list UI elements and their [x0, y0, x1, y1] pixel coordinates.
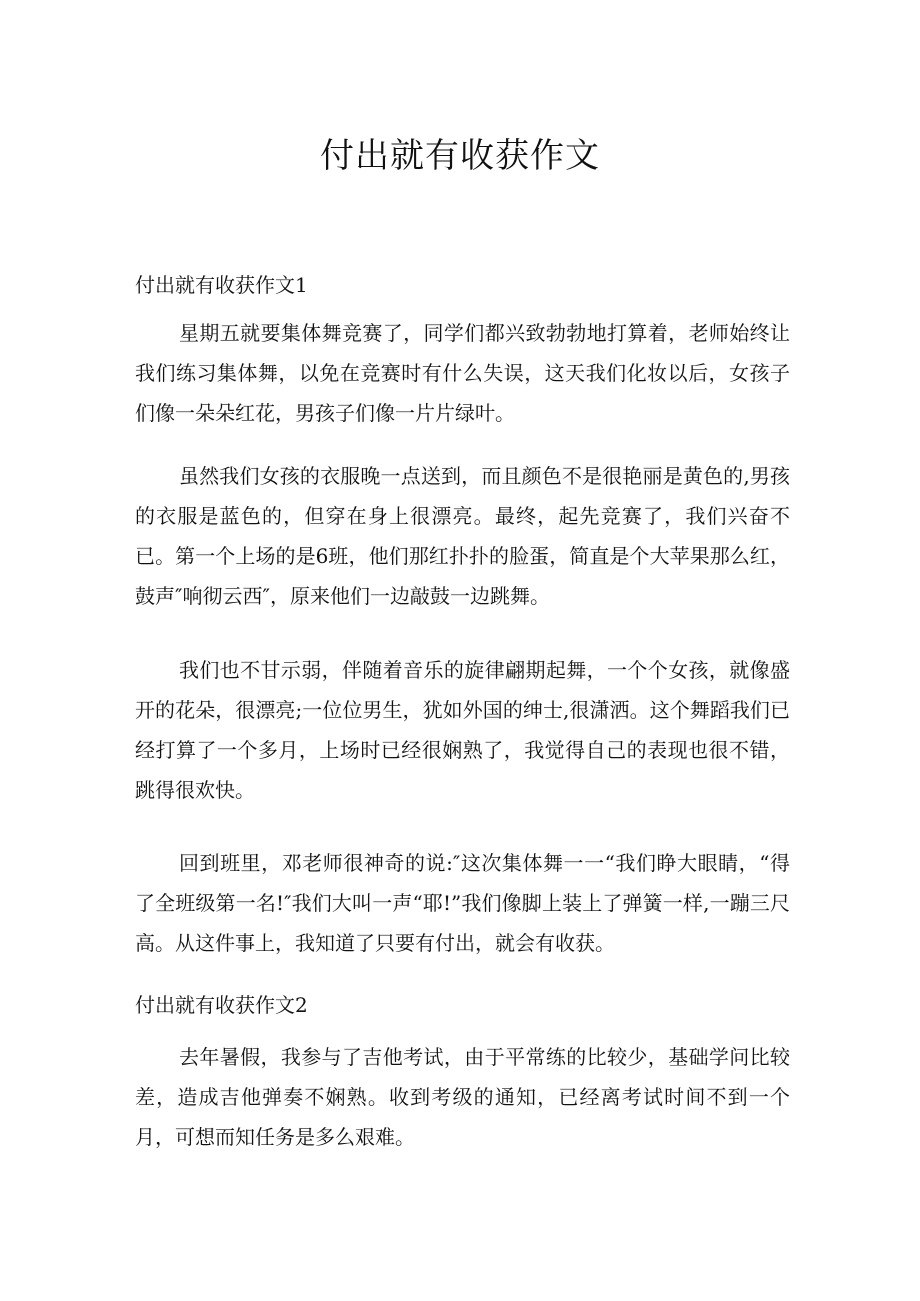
document-title: 付出就有收获作文 — [320, 136, 600, 176]
section-heading-2: 付出就有收获作文2 — [135, 993, 308, 1017]
paragraph-1-3: 我们也不甘示弱，伴随着音乐的旋律翩期起舞，一个个女孩，就像盛开的花朵，很漂亮;一位位男生，犹如外国的绅士,很潇洒。这个舞蹈我们已经打算了一个多月，上场时已经很娴熟了，我觉得自己的表现也很不错，跳得很欢快。 — [135, 658, 790, 802]
paragraph-1-4: 回到班里，邓老师很神奇的说:″这次集体舞一一“我们睁大眼睛，“得了全班级第一名!″我们大叫一声“耶!”我们像脚上装上了弹簧一样,一蹦三尺高。从这件事上，我知道了只要有付出，就会有收获。 — [135, 851, 790, 955]
paragraph-1-2: 虽然我们女孩的衣服晚一点送到，而且颜色不是很艳丽是黄色的,男孩的衣服是蓝色的，但穿在身上很漂亮。最终，起先竞赛了，我们兴奋不已。第一个上场的是6班，他们那红扑扑的脸蛋，简直是个大苹果那么红，鼓声″响彻云西″，原来他们一边敲鼓一边跳舞。 — [135, 464, 790, 608]
section-heading-1: 付出就有收获作文1 — [135, 273, 308, 297]
paragraph-2-1: 去年暑假，我参与了吉他考试，由于平常练的比较少，基础学问比较差，造成吉他弹奏不娴熟。收到考级的通知，已经离考试时间不到一个月，可想而知任务是多么艰难。 — [135, 1045, 790, 1149]
paragraph-1-1: 星期五就要集体舞竞赛了，同学们都兴致勃勃地打算着，老师始终让我们练习集体舞，以免在竞赛时有什么失误，这天我们化妆以后，女孩子们像一朵朵红花，男孩子们像一片片绿叶。 — [135, 321, 790, 425]
